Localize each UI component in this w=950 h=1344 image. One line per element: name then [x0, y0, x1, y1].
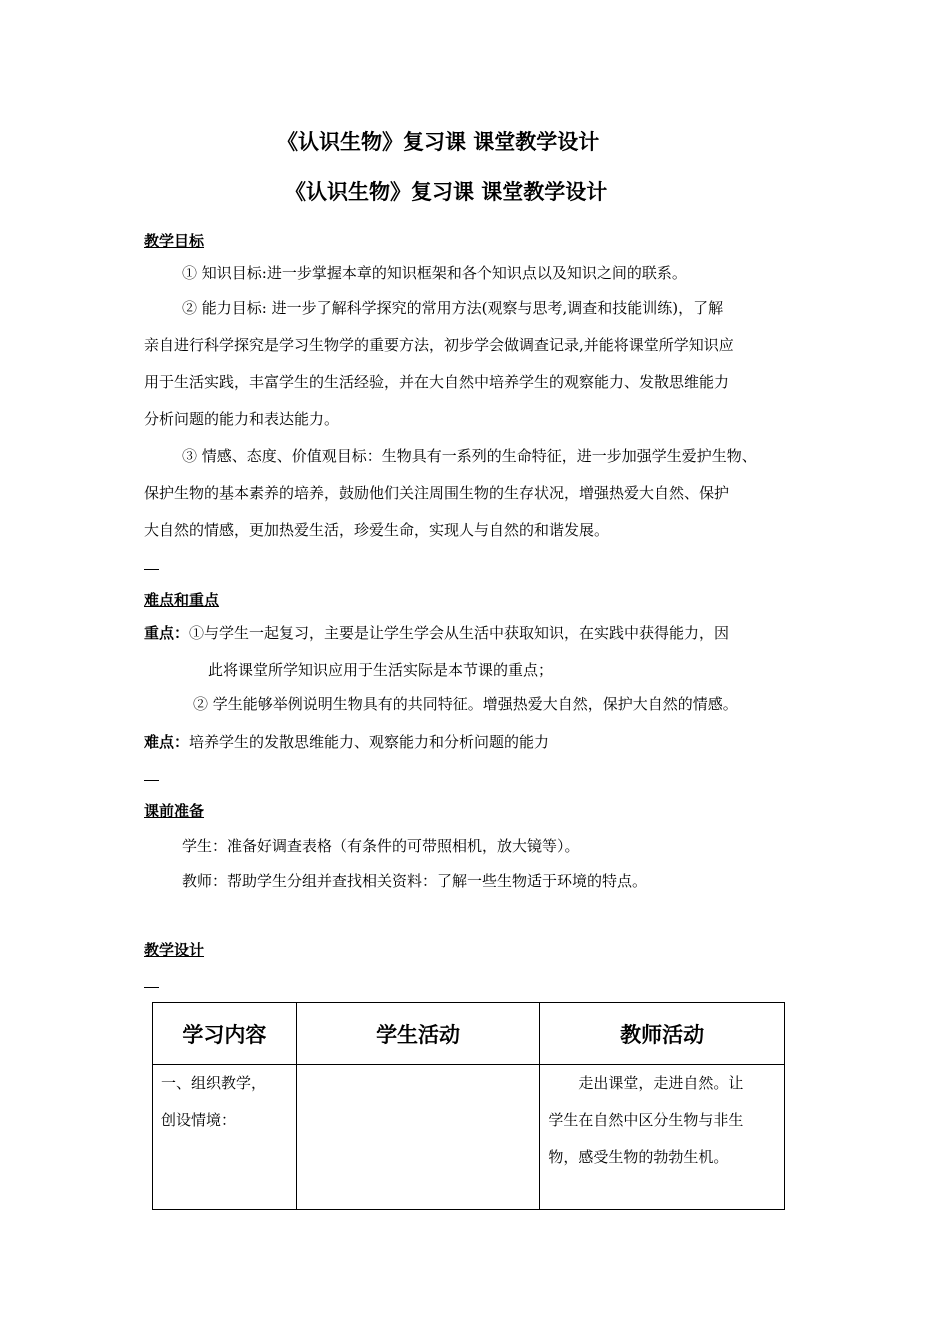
- section-divider: [144, 987, 159, 988]
- objective-line: 保护生物的基本素养的培养，鼓励他们关注周围生物的生存状况，增强热爱大自然、保护: [144, 484, 730, 502]
- key-point-line: [144, 622, 729, 643]
- objective-line: 大自然的情感，更加热爱生活，珍爱生命，实现人与自然的和谐发展。: [144, 521, 610, 539]
- table-header-row: [153, 1003, 785, 1065]
- design-heading: 教学设计: [144, 941, 205, 959]
- preparation-heading: 课前准备: [144, 802, 205, 820]
- objective-line: 用于生活实践，丰富学生的生活经验，并在大自然中培养学生的观察能力、发散思维能力: [144, 373, 730, 391]
- prep-teacher: 教师：帮助学生分组并查找相关资料：了解一些生物适于环境的特点。: [182, 872, 648, 890]
- cell-content: [153, 1065, 297, 1210]
- difficulty-text: 培养学生的发散思维能力、观察能力和分析问题的能力: [189, 733, 550, 751]
- key-point-line: 此将课堂所学知识应用于生活实际是本节课的重点；: [208, 661, 554, 679]
- cell-teacher: [540, 1065, 785, 1210]
- page-title: 《认识生物》复习课 课堂教学设计: [277, 130, 600, 154]
- col-header-student: 学生活动: [296, 1003, 540, 1065]
- objective-line: 分析问题的能力和表达能力。: [144, 410, 340, 428]
- design-table: [152, 1002, 785, 1210]
- objectives-heading: 教学目标: [144, 232, 205, 250]
- objective-line: ③ 情感、态度、价值观目标：生物具有一系列的生命特征，进一步加强学生爱护生物、: [182, 447, 757, 465]
- table-row: [153, 1065, 785, 1210]
- col-header-teacher: 教师活动: [540, 1003, 785, 1065]
- section-divider: [144, 569, 159, 570]
- cell-teacher-text: 走出课堂，走进自然。让 学生在自然中区分生物与非生 物，感受生物的勃勃生机。: [548, 1074, 744, 1166]
- cell-student: [296, 1065, 540, 1210]
- difficulty-label: 难点：: [144, 733, 190, 751]
- difficulty-line: [144, 731, 549, 752]
- key-point-line: ② 学生能够举例说明生物具有的共同特征。增强热爱大自然，保护大自然的情感。: [193, 695, 738, 713]
- objective-line: ② 能力目标: 进一步了解科学探究的常用方法(观察与思考,调查和技能训练)，了解: [182, 299, 724, 317]
- key-label: 重点：: [144, 624, 190, 642]
- cell-content-text: 一、组织教学， 创设情境：: [161, 1074, 267, 1129]
- col-header-content: 学习内容: [153, 1003, 297, 1065]
- key-text: ①与学生一起复习，主要是让学生学会从生活中获取知识，在实践中获得能力，因: [189, 624, 730, 642]
- section-divider: [144, 780, 159, 781]
- prep-student: 学生：准备好调查表格（有条件的可带照相机，放大镜等）。: [182, 837, 580, 855]
- page-subtitle: 《认识生物》复习课 课堂教学设计: [285, 180, 608, 204]
- keypoints-heading: 难点和重点: [144, 591, 220, 609]
- objective-line: 亲自进行科学探究是学习生物学的重要方法，初步学会做调查记录,并能将课堂所学知识应: [144, 336, 734, 354]
- objective-line: ① 知识目标:进一步掌握本章的知识框架和各个知识点以及知识之间的联系。: [182, 264, 687, 282]
